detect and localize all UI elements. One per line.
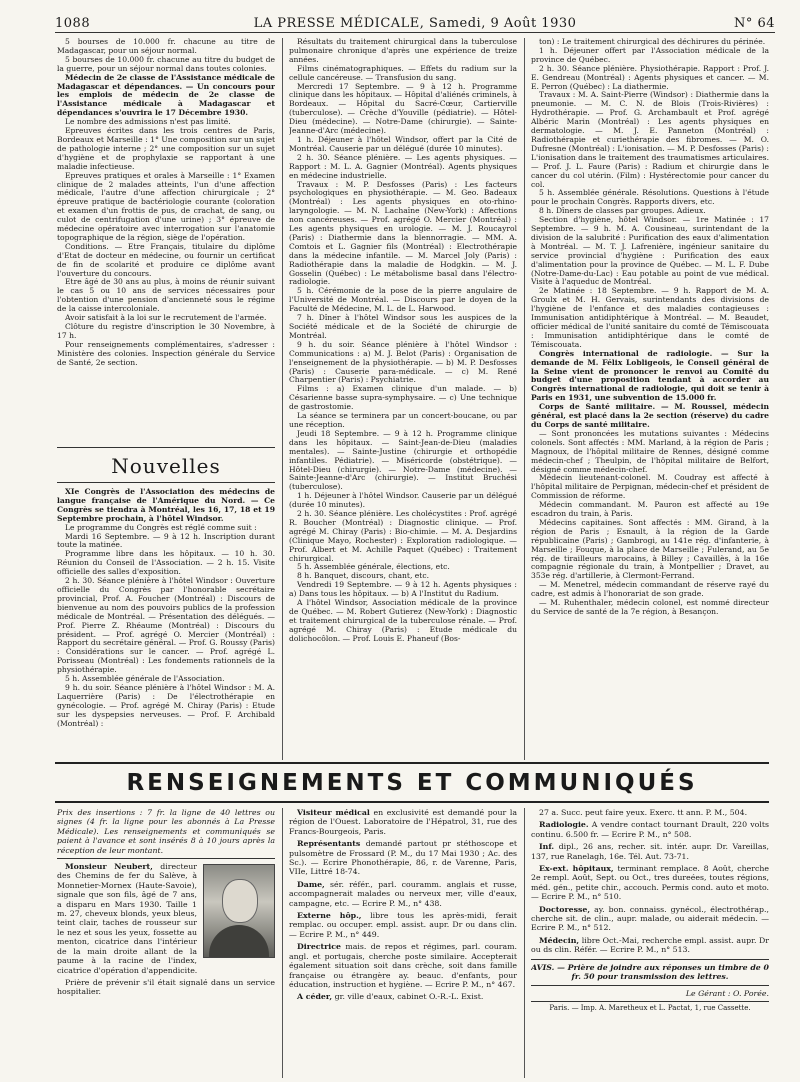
paragraph: 8 h. Dîners de classes par groupes. Adieux. bbox=[539, 206, 706, 216]
paragraph: 1 h. Déjeuner offert par l'Association médicale de la province de Québec. bbox=[531, 45, 769, 64]
paragraph: 2 h. 30. Séance plénière. Physiothérapie. Rapport : Prof. J. E. Gendreau (Montréal) : Agents physiques et cancer. — M. E. Perron (Québec) : La diathermie. bbox=[531, 63, 769, 91]
paragraph: 5 h. Assemblée générale. Résolutions. Questions à l'étude pour le prochain Congrès. Rapports divers, etc. bbox=[531, 188, 769, 207]
ad-text: sér. référ., parl. couramm. anglais et russe, accompagnerait malades ou nerveux mer, ville d'eaux, campagne, etc. — Ecrire P. M., n° 438. bbox=[289, 879, 517, 908]
ad-text: gr. ville d'eaux, cabinet O.-R.-L. Exist. bbox=[334, 992, 484, 1002]
paragraph: 9 h. du soir. Séance plénière à l'hôtel Windsor : Communications : a) M. J. Belot (Paris) : Organisation de l'enseignement de la physiothérapie. — b) M. P. Desfosses (Paris) : Causerie para-médicale. — c) M. René Charpentier (Paris) : Psychiatrie. bbox=[289, 339, 517, 385]
paragraph: 1 h. Déjeuner à l'hôtel Windsor, offert par la Cité de Montréal. Causerie par un délégué (durée 10 minutes). bbox=[289, 134, 517, 153]
renseignements-banner: RENSEIGNEMENTS ET COMMUNIQUÉS bbox=[55, 762, 769, 803]
paragraph: Mercredi 17 Septembre. — 9 à 12 h. Programme clinique dans les hôpitaux. — Hôpital d'aliénés criminels, à Bordeaux. — Hôpital du Sacré-Cœur, Cartierville (tuberculose). — Crèche d'Youville (pédiatrie). — Hôtel-Dieu (médecine). — Notre-Dame (chirurgie). — Sainte-Jeanne-d'Arc (médecine). bbox=[289, 81, 517, 136]
paragraph: Films cinématographiques. — Effets du radium sur la cellule cancéreuse. — Transfusion du sang. bbox=[289, 63, 517, 82]
paragraph: Section d'hygiène, hôtel Windsor. — 1re Matinée : 17 Septembre. — 9 h. M. A. Cousineau, surintendant de la division de la salubrité : Purification des eaux d'alimentation à Montréal. — M. T. J. Lafrenière, ingénieur sanitaire du service provincial d'hygiène : Purification des eaux d'alimentation pour la province de Québec. — M. L. F. Dube (Notre-Dame-du-Lac) : Eau potable au point de vue médical. Visite à l'aqueduc de Montréal. bbox=[531, 215, 769, 287]
ad-keyword: Inf. bbox=[539, 842, 555, 852]
paragraph: Médecins capitaines. Sont affectés : MM. Girand, à la région de Paris ; Esnault, à la région de la Garde républicaine (Paris) ; Gambrogi, au 141e rég. d'infanterie, à Marseille ; Fouque, à la place de Marseille ; Fulerand, au 5e rég. de tirailleurs marocains, à Billey ; Cavaillès, à la 16e compagnie régionale du train, à Montpellier ; Dravet, au 353e rég. d'artillerie, à Clermont-Ferrand. bbox=[531, 517, 769, 581]
announcements-column-1 bbox=[57, 808, 275, 1078]
ad-keyword: Externe hôp., bbox=[297, 911, 362, 921]
paragraph: Programme libre dans les hôpitaux. — 10 h. 30. Réunion du Conseil de l'Association. — 2 h. 15. Visite officielle des salles d'exposition. bbox=[57, 549, 275, 577]
column-1-top bbox=[57, 38, 275, 418]
paragraph: Médecin de 2e classe de l'Assistance médicale de Madagascar et dépendances. — Un concours pour les emplois de médecin de 2e classe de l'Assistance médicale à Madagascar et dépendances s'ouvrira le 17 Décembre 1930. bbox=[57, 72, 275, 118]
notice-request: Prière de prévenir s'il était signalé dans un service hospitalier. bbox=[57, 977, 275, 997]
paragraph: 5 h. Cérémonie de la pose de la pierre angulaire de l'Université de Montréal. — Discours par le doyen de la Faculté de Médecine, M. L. de L. Harwood. bbox=[289, 286, 517, 314]
paragraph: Résultats du traitement chirurgical dans la tuberculose pulmonaire chronique d'après une expérience de treize années. bbox=[289, 38, 517, 64]
classified-ad bbox=[289, 942, 517, 989]
paragraph: — M. Menetrel, médecin commandant de réserve rayé du cadre, est admis à l'honorariat de son grade. bbox=[531, 580, 769, 599]
column-divider bbox=[282, 808, 283, 1078]
classified-ad bbox=[289, 911, 517, 939]
photo-shoulders bbox=[209, 925, 269, 957]
announcements-column-3 bbox=[531, 808, 769, 1078]
paragraph: Epreuves écrites dans les trois centres de Paris, Bordeaux et Marseille : 1° Une composition sur un sujet de pathologie interne ; 2° une composition sur un sujet d'hygiène et de prophylaxie se rapportant à une maladie infectieuse. bbox=[57, 126, 275, 171]
announcements-column-2 bbox=[289, 808, 517, 1078]
ad-text: mais. de repos et régimes, parl. couram. angl. et portugais, cherche poste similaire. Accepterait également situation soit dans crèche, soit dans famille française ou étrangère ay. beauc. d'enfants, pour éducation, instruction et hygiène. — Ecrire P. M., n° 467. bbox=[289, 942, 517, 989]
paragraph: Vendredi 19 Septembre. — 9 à 12 h. Agents physiques : a) Dans tous les hôpitaux. — b) A l'Institut du Radium. bbox=[289, 580, 517, 599]
nouvelles-heading: Nouvelles bbox=[57, 447, 275, 483]
paragraph: 5 h. Assemblée générale de l'Association. bbox=[65, 674, 225, 684]
paragraph: — Sont prononcées les mutations suivantes : Médecins colonels. Sont affectés : MM. Marland, à la région de Paris ; Magnoux, de l'hôpital militaire de Rennes, désigné comme médecin-chef ; Theulpin, de l'hôpital militaire de Belfort, désigné comme médecin-chef. bbox=[531, 428, 769, 474]
ad-keyword: Dame, bbox=[297, 879, 325, 889]
avis-notice: AVIS. — Prière de joindre aux réponses un timbre de 0 fr. 50 pour transmission des lettres. bbox=[531, 959, 769, 986]
page-number: 1088 bbox=[55, 16, 91, 31]
classified-ad bbox=[289, 839, 517, 877]
ad-keyword: Ex-ext. hôpitaux, bbox=[539, 864, 614, 874]
paragraph: 9 h. du soir. Séance plénière à l'hôtel Windsor : M. A. Laquerrière (Paris) : De l'électrothérapie en gynécologie. — Prof. agrégé M. Chiray (Paris) : Etude sur les dyspepsies nerveuses. — Prof. F. Archibald (Montréal) : bbox=[57, 682, 275, 728]
ad-text: dipl., 26 ans, recher. sit. intér. aupr. Dr. Vareillas, 137, rue Ranelagh, 16e. Tél. Aut. 73-71. bbox=[531, 842, 769, 861]
paragraph: XIe Congrès de l'Association des médecins de langue française de l'Amérique du Nord. — Ce Congrès se tiendra à Montréal, les 16, 17, 18 et 19 Septembre prochain, à l'hôtel Windsor. bbox=[57, 488, 275, 523]
paragraph: Conditions. — Etre Français, titulaire du diplôme d'Etat de docteur en médecine, ou fournir un certificat de fin de scolarité et produire ce diplôme avant l'ouverture du concours. bbox=[57, 241, 275, 278]
page-header bbox=[55, 14, 775, 33]
classified-ad bbox=[531, 820, 769, 839]
paragraph: Avoir satisfait à la loi sur le recrutement de l'armée. bbox=[65, 313, 267, 323]
ad-text: libre Oct.-Mai, recherche empl. assist. aupr. Dr ou ds clin. Référ. — Ecrire P. M., n° 513. bbox=[531, 935, 769, 955]
insertion-rates-note: Prix des insertions : 7 fr. la ligne de 40 lettres ou signes (4 fr. la ligne pour les abonnés à La Presse Médicale). Les renseignements et communiqués se paient à l'avance et sont insérés 8 à 10 jours après la réception de leur montant. bbox=[57, 808, 275, 859]
paragraph: Etre âgé de 30 ans au plus, à moins de réunir suivant le cas 5 ou 10 ans de services nécessaires pour l'obtention d'une pension d'ancienneté sous le régime de la caisse intercoloniale. bbox=[57, 277, 275, 314]
paragraph: Clôture du registre d'inscription le 30 Novembre, à 17 h. bbox=[57, 322, 275, 340]
paragraph: 2e Matinée : 18 Septembre. — 9 h. Rapport de M. A. Groulx et M. H. Gervais, surintendants des divisions de l'hygiène de l'enfance et des maladies contagieuses : Immunisation antidiphtérique à Montréal. — M. Beaudet, officier médical de l'unité sanitaire du comté de Témiscouata : Immunisation antidiphtérique dans le comté de Témiscouata. bbox=[531, 286, 769, 349]
paragraph: Le programme du Congrès est réglé comme suit : bbox=[65, 522, 257, 532]
column-divider bbox=[524, 808, 525, 1078]
paragraph: A l'hôtel Windsor, Association médicale de la province de Québec. — M. Robert Gutierez (New-York) : Diagnostic et traitement chirurgical de la tuberculose rénale. — Prof. agrégé M. Chiray (Paris) : Etude médicale du dolichocôlon. — Prof. Louis E. Phaneuf (Bos- bbox=[289, 598, 517, 643]
notice-text: directeur des Chemins de fer du Salève, à Monnetier-Mornex (Haute-Savoie), signale que son fils, âgé de 7 ans, a disparu en Mars 1930. Taille 1 m. 27, cheveux blonds, yeux bleus, teint clair, taches de rousseur sur le nez et sous les yeux, fossette au menton, cicatrice dans l'intérieur de la main droite allant de la paume à la racine de l'index, cicatrice d'opération d'appendicite. bbox=[57, 862, 198, 975]
journal-title: LA PRESSE MÉDICALE, Samedi, 9 Août 1930 bbox=[253, 16, 577, 31]
classified-ad bbox=[531, 936, 769, 955]
classified-ad bbox=[531, 864, 769, 902]
column-3 bbox=[531, 38, 769, 760]
column-1-nouvelles bbox=[57, 488, 275, 758]
paragraph: Jeudi 18 Septembre. — 9 à 12 h. Programme clinique dans les hôpitaux. — Saint-Jean-de-Dieu (maladies mentales). — Sainte-Justine (chirurgie et orthopédie infantiles. Pédiatrie). — Miséricorde (obstétrique). — Hôtel-Dieu (chirurgie). — Notre-Dame (médecine). — Sainte-Jeanne-d'Arc (chirurgie). — Institut Bruchési (tuberculose). bbox=[289, 428, 517, 492]
paragraph: 8 h. Banquet, discours, chant, etc. bbox=[297, 571, 429, 581]
paragraph: 1 h. Déjeuner à l'hôtel Windsor. Causerie par un délégué (durée 10 minutes). bbox=[289, 491, 517, 510]
missing-child-photo bbox=[203, 864, 275, 958]
ad-list bbox=[531, 808, 769, 955]
paragraph: Médecin commandant. M. Pauron est affecté au 19e escadron du train, à Paris. bbox=[531, 500, 769, 519]
ad-text: A vendre contact tournant Drault, 220 volts continu. 6.500 fr. — Ecrire P. M., n° 508. bbox=[531, 820, 769, 839]
issue-number: N° 64 bbox=[733, 16, 775, 31]
column-divider bbox=[524, 38, 525, 760]
classified-ad bbox=[531, 842, 769, 861]
classified-ad bbox=[531, 905, 769, 933]
ad-keyword: A céder, bbox=[297, 992, 333, 1002]
ad-text: demandé partout pr stéthoscope et pulsomètre de Frossard (P. M., du 17 Mai 1930 ; Ac. des Sc.). — Ecrire Phonothérapie, 86, r. de Varenne, Paris, VIIe, Littré 18-74. bbox=[289, 839, 517, 877]
classified-ad bbox=[289, 808, 517, 836]
paragraph: Epreuves pratiques et orales à Marseille : 1° Examen clinique de 2 malades atteints, l'un d'une affection médicale, l'autre d'une affection chirurgicale ; 2° épreuve pratique de bactériologie courante (coloration et examen d'un frottis de pus, de crachat, de sang, ou culot de centrifugation d'une urine) ; 3° épreuve de médecine opératoire avec interrogation sur l'anatomie topographique de la région, siège de l'opération. bbox=[57, 170, 275, 242]
paragraph: 2 h. 30. Séance plénière. Les cholécystites : Prof. agrégé R. Boucher (Montréal) : Diagnostic clinique. — Prof. agrégé M. Chiray (Paris) : Bio-chimie. — M. A. Desjardins (Clinique Mayo, Rochester) : Exploration radiologique. — Prof. Albert et M. Achille Paquet (Québec) : Traitement chirurgical. bbox=[289, 509, 517, 563]
printer-line: Paris. — Imp. A. Maretheux et L. Pactat, 1, rue Cassette. bbox=[531, 1001, 769, 1013]
ad-text: en exclusivité est demandé pour la région de l'Ouest. Laboratoire de l'Hépatrol, 31, rue des Francs-Bourgeois, Paris. bbox=[289, 808, 517, 836]
paragraph: — M. Ruhenthaler, médecin colonel, est nommé directeur du Service de santé de la 7e région, à Besançon. bbox=[531, 598, 769, 616]
paragraph: Le nombre des admissions n'est pas limité. bbox=[65, 117, 231, 127]
ad-keyword: Radiologie. bbox=[539, 820, 589, 830]
paragraph: 5 h. Assemblée générale, élections, etc. bbox=[297, 562, 450, 572]
photo-face bbox=[222, 879, 258, 923]
paragraph: 5 bourses de 10.000 fr. chacune au titre de Madagascar, pour un séjour normal. bbox=[57, 38, 275, 55]
ad-keyword: Doctoresse, bbox=[539, 904, 591, 914]
notice-keyword: Monsieur Neubert, bbox=[65, 862, 153, 872]
paragraph: ton) : Le traitement chirurgical des déchirures du périnée. bbox=[539, 38, 766, 46]
paragraph: Médecin lieutenant-colonel. M. Coudray est affecté à l'hôpital militaire de Perpignan, médecin-chef et président de Commission de réforme. bbox=[531, 473, 769, 501]
ad-keyword: Représentants bbox=[297, 839, 361, 849]
paragraph: 2 h. 30. Séance plénière. — Les agents physiques. — Rapport : M. L. A. Gagnier (Montréal). Agents physiques en médecine industrielle. bbox=[289, 152, 517, 180]
paragraph: 7 h. Dîner à l'hôtel Windsor sous les auspices de la Société médicale et de la Société de chirurgie de Montréal. bbox=[289, 313, 517, 340]
classified-ad bbox=[289, 992, 517, 1001]
ad-keyword: Médecin, bbox=[539, 935, 580, 945]
ad-text: terminant remplace. 8 Août, cherche 2e rempl. Août, Sept. ou Oct., tres dureées, toutes régions, méd. gén., petite chir., accouch. Permis cond. auto et moto. — Ecrire P. M., n° 510. bbox=[531, 864, 769, 902]
ad-text: 27 a. Succ. peut faire yeux. Exerc. tt ann. P. M., 504. bbox=[539, 808, 748, 817]
column-2 bbox=[289, 38, 517, 760]
paragraph: Films : a) Examen clinique d'un malade. — b) Césarienne basse supra-symphysaire. — c) Une technique de gastrostomie. bbox=[289, 384, 517, 412]
ad-text: ay. bon. connaiss. gynécol., électrothérap., cherche sit. de clin., aupr. malade, ou aiderait médecin. — Ecrire P. M., n° 512. bbox=[531, 904, 769, 933]
ad-keyword: Visiteur médical bbox=[297, 808, 370, 817]
paragraph: 2 h. 30. Séance plénière à l'hôtel Windsor : Ouverture officielle du Congrès par l'honorable secrétaire provincial, Prof. A. Foucher (Montréal) : Discours de bienvenue au nom des pouvoirs publics de la profession médicale de Montréal. — Présentation des délégués. — Prof. Pierre Z. Rhéaume (Montréal) : Discours du président. — Prof. agrégé O. Mercier (Montréal) : Rapport du secrétaire général. — Prof. G. Roussy (Paris) : Considérations sur le cancer. — Prof. agrégé L. Porisseau (Montréal) : Les fondements rationnels de la physiothérapie. bbox=[57, 576, 275, 675]
classified-ad bbox=[289, 880, 517, 908]
paragraph: 5 bourses de 10.000 fr. chacune au titre du budget de la guerre, pour un séjour normal dans toutes colonies. bbox=[57, 54, 275, 73]
gerant-line: Le Gérant : O. Porée. bbox=[685, 988, 769, 998]
classified-ad bbox=[531, 808, 769, 817]
paragraph: Travaux : M. P. Desfosses (Paris) : Les facteurs psychologiques en physiothérapie. — M. Geo. Badeaux (Montréal) : Les agents physiques en oto-rhino-laryngologie. — M. N. Lachaîne (New-York) : Affections non cancéreuses. — Prof. agrégé O. Mercier (Montréal) : Les agents physiques en urologie. — M. J. Roucayrol (Paris) : Diathermie dans la blennorragie. — MM. A. Comtois et L. Gagnier fils (Montréal) : Electrothérapie dans la médecine infantile. — M. Marcel Joly (Paris) : Radiothérapie dans la maladie de Hodgkin. — M. J. Gosselin (Québec) : Le métabolisme basal dans l'électro-radiologie. bbox=[289, 179, 517, 287]
paragraph: Corps de Santé militaire. — M. Roussel, médecin général, est placé dans la 2e section (réserve) du cadre du Corps de santé militaire. bbox=[531, 402, 769, 429]
paragraph: Mardi 16 Septembre. — 9 à 12 h. Inscription durant toute la matinée. bbox=[57, 531, 275, 550]
paragraph: Congrès international de radiologie. — Sur la demande de M. Félix Lobligeois, le Conseil général de la Seine vient de prononcer le renvoi au Comité du budget d'une proposition tendant à accorder au Congrès international de radiologie, qui doit se tenir à Paris en 1931, une subvention de 15.000 fr. bbox=[531, 348, 769, 403]
paragraph: La séance se terminera par un concert-boucane, ou par une réception. bbox=[289, 411, 517, 429]
paragraph: Travaux : M. A. Saint-Pierre (Windsor) : Diathermie dans la pneumonie. — M. C. N. de Blois (Trois-Rivières) : Hydrothérapie. — Prof. G. Archambault et Prof. agrégé Albéric Marin (Montréal) : Les agents physiques en dermatologie. — M. J. E. Panneton (Montréal) : Radiothérapie et curiethérapie des fibromes. — M. O. Dufresne (Montréal) : L'ionisation. — M. P. Desfosses (Paris) : L'ionisation dans le traitement des traumatismes articulaires. — Prof. J. L. Faure (Paris) : Radium et chirurgie dans le cancer du col utérin. (Film) : Hystérectomie pour cancer du col. bbox=[531, 90, 769, 189]
ad-text: libre tous les après-midi, ferait remplac. ou occuper. empl. assist. aupr. Dr ou dans clin. — Ecrire P. M., n° 449. bbox=[289, 911, 517, 939]
paragraph: Pour renseignements complémentaires, s'adresser : Ministère des colonies. Inspection générale du Service de Santé, 2e section. bbox=[57, 339, 275, 367]
ad-keyword: Directrice bbox=[297, 942, 341, 952]
column-divider bbox=[282, 38, 283, 760]
